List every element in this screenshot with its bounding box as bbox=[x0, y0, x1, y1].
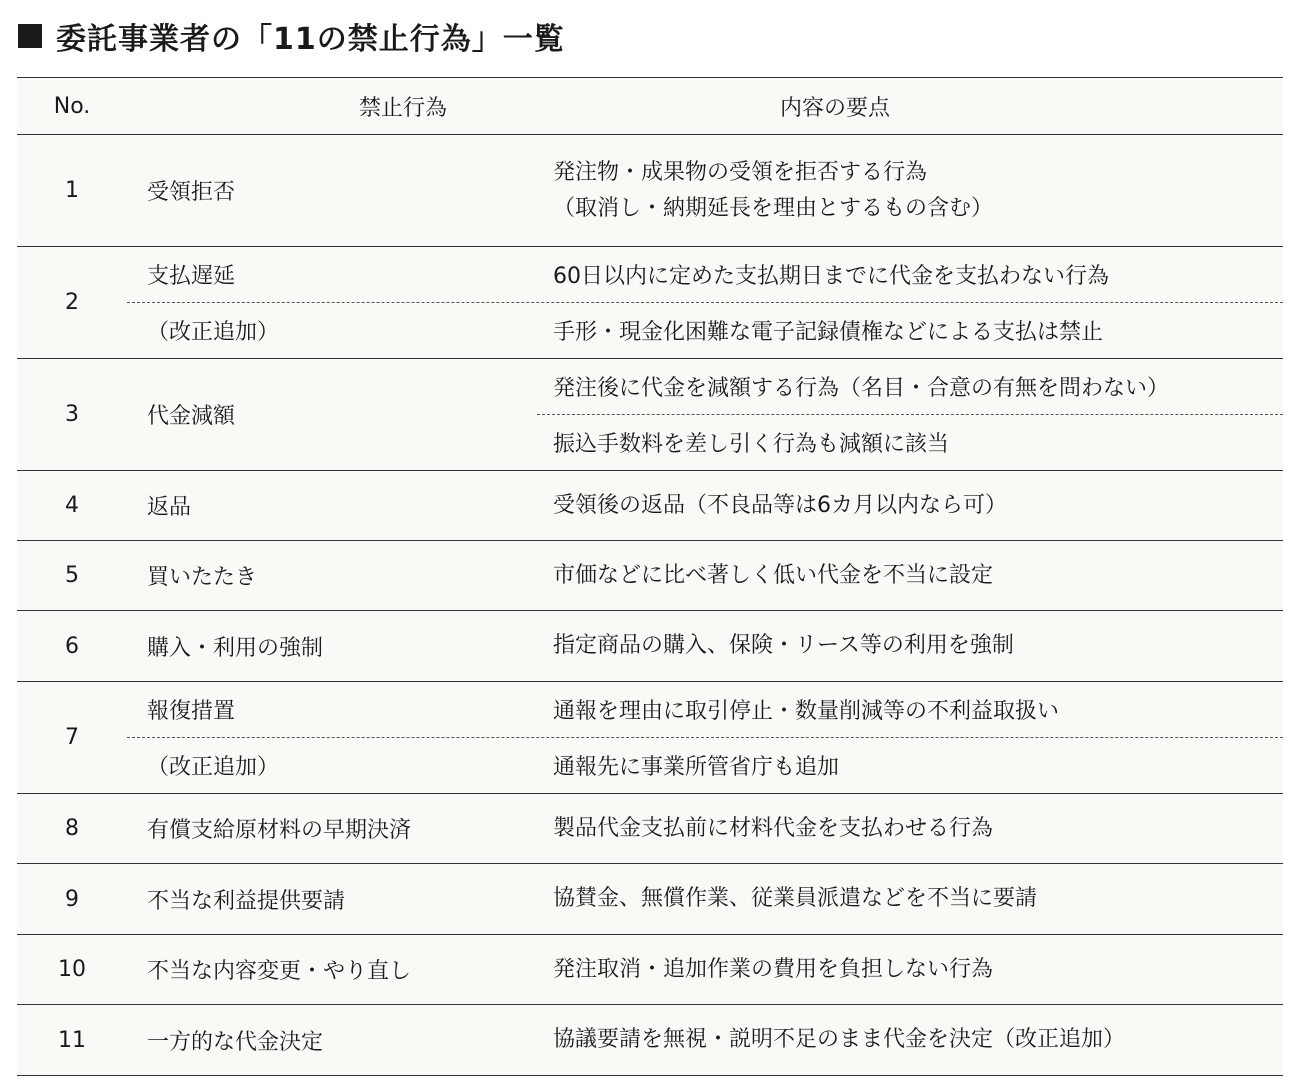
row-desc-line: 通報を理由に取引停止・数量削減等の不利益取扱い bbox=[553, 699, 1060, 724]
table-row bbox=[17, 247, 1283, 359]
row-no: 6 bbox=[17, 611, 127, 682]
row-act-note: （改正追加） bbox=[147, 755, 280, 780]
row-act: 不当な利益提供要請 bbox=[127, 864, 537, 935]
row-desc: 製品代金支払前に材料代金を支払わせる行為 bbox=[537, 794, 1283, 864]
row-act: 代金減額 bbox=[127, 359, 537, 471]
page-title bbox=[18, 14, 565, 58]
row-desc bbox=[537, 135, 1283, 247]
header-act: 禁止行為 bbox=[127, 78, 537, 135]
row-act: 不当な内容変更・やり直し bbox=[127, 935, 537, 1005]
row-desc-line: 発注後に代金を減額する行為（名目・合意の有無を問わない） bbox=[553, 376, 1170, 401]
row-no: 8 bbox=[17, 794, 127, 864]
table-row bbox=[17, 541, 1283, 611]
table-row bbox=[17, 359, 1283, 471]
row-desc: 市価などに比べ著しく低い代金を不当に設定 bbox=[537, 541, 1283, 611]
row-desc: 協賛金、無償作業、従業員派遣などを不当に要請 bbox=[537, 864, 1283, 935]
row-desc-line: 通報先に事業所管省庁も追加 bbox=[553, 755, 840, 780]
table-row bbox=[17, 935, 1283, 1005]
row-desc bbox=[537, 359, 1283, 471]
row-act: 返品 bbox=[127, 471, 537, 541]
row-act: 一方的な代金決定 bbox=[127, 1005, 537, 1076]
square-bullet-icon bbox=[18, 24, 42, 48]
table-row bbox=[17, 611, 1283, 682]
row-no: 5 bbox=[17, 541, 127, 611]
row-no: 2 bbox=[17, 247, 127, 359]
table-row bbox=[17, 864, 1283, 935]
row-desc-line: 60日以内に定めた支払期日までに代金を支払わない行為 bbox=[553, 264, 1109, 289]
row-no: 9 bbox=[17, 864, 127, 935]
table-row bbox=[17, 1005, 1283, 1076]
row-no: 10 bbox=[17, 935, 127, 1005]
row-act: 有償支給原材料の早期決済 bbox=[127, 794, 537, 864]
page-title-text: 委託事業者の「11の禁止行為」一覧 bbox=[56, 22, 565, 57]
row-no: 1 bbox=[17, 135, 127, 247]
row-act: 購入・利用の強制 bbox=[127, 611, 537, 682]
row-desc-line: 発注物・成果物の受領を拒否する行為 bbox=[553, 159, 928, 185]
table-row bbox=[17, 135, 1283, 247]
prohibited-acts-table bbox=[17, 77, 1283, 1076]
row-desc: 受領後の返品（不良品等は6カ月以内なら可） bbox=[537, 471, 1283, 541]
row-act: 支払遅延 bbox=[147, 264, 236, 289]
row-act: 報復措置 bbox=[147, 699, 236, 724]
row-split-cell bbox=[127, 682, 1283, 794]
row-act: 買いたたき bbox=[127, 541, 537, 611]
row-split-cell bbox=[127, 247, 1283, 359]
row-no: 3 bbox=[17, 359, 127, 471]
row-desc-line: 手形・現金化困難な電子記録債権などによる支払は禁止 bbox=[553, 320, 1104, 345]
row-desc-line: （取消し・納期延長を理由とするもの含む） bbox=[553, 195, 994, 221]
row-act: 受領拒否 bbox=[127, 135, 537, 247]
row-desc: 発注取消・追加作業の費用を負担しない行為 bbox=[537, 935, 1283, 1005]
row-no: 7 bbox=[17, 682, 127, 794]
header-desc: 内容の要点 bbox=[537, 78, 1283, 135]
row-no: 4 bbox=[17, 471, 127, 541]
table-row bbox=[17, 471, 1283, 541]
row-desc: 協議要請を無視・説明不足のまま代金を決定（改正追加） bbox=[537, 1005, 1283, 1076]
row-desc: 指定商品の購入、保険・リース等の利用を強制 bbox=[537, 611, 1283, 682]
table-header-row bbox=[17, 78, 1283, 135]
table-row bbox=[17, 682, 1283, 794]
row-act-note: （改正追加） bbox=[147, 320, 280, 345]
table-row bbox=[17, 794, 1283, 864]
header-no: No. bbox=[17, 78, 127, 135]
row-no: 11 bbox=[17, 1005, 127, 1076]
row-desc-line: 振込手数料を差し引く行為も減額に該当 bbox=[537, 414, 1283, 470]
